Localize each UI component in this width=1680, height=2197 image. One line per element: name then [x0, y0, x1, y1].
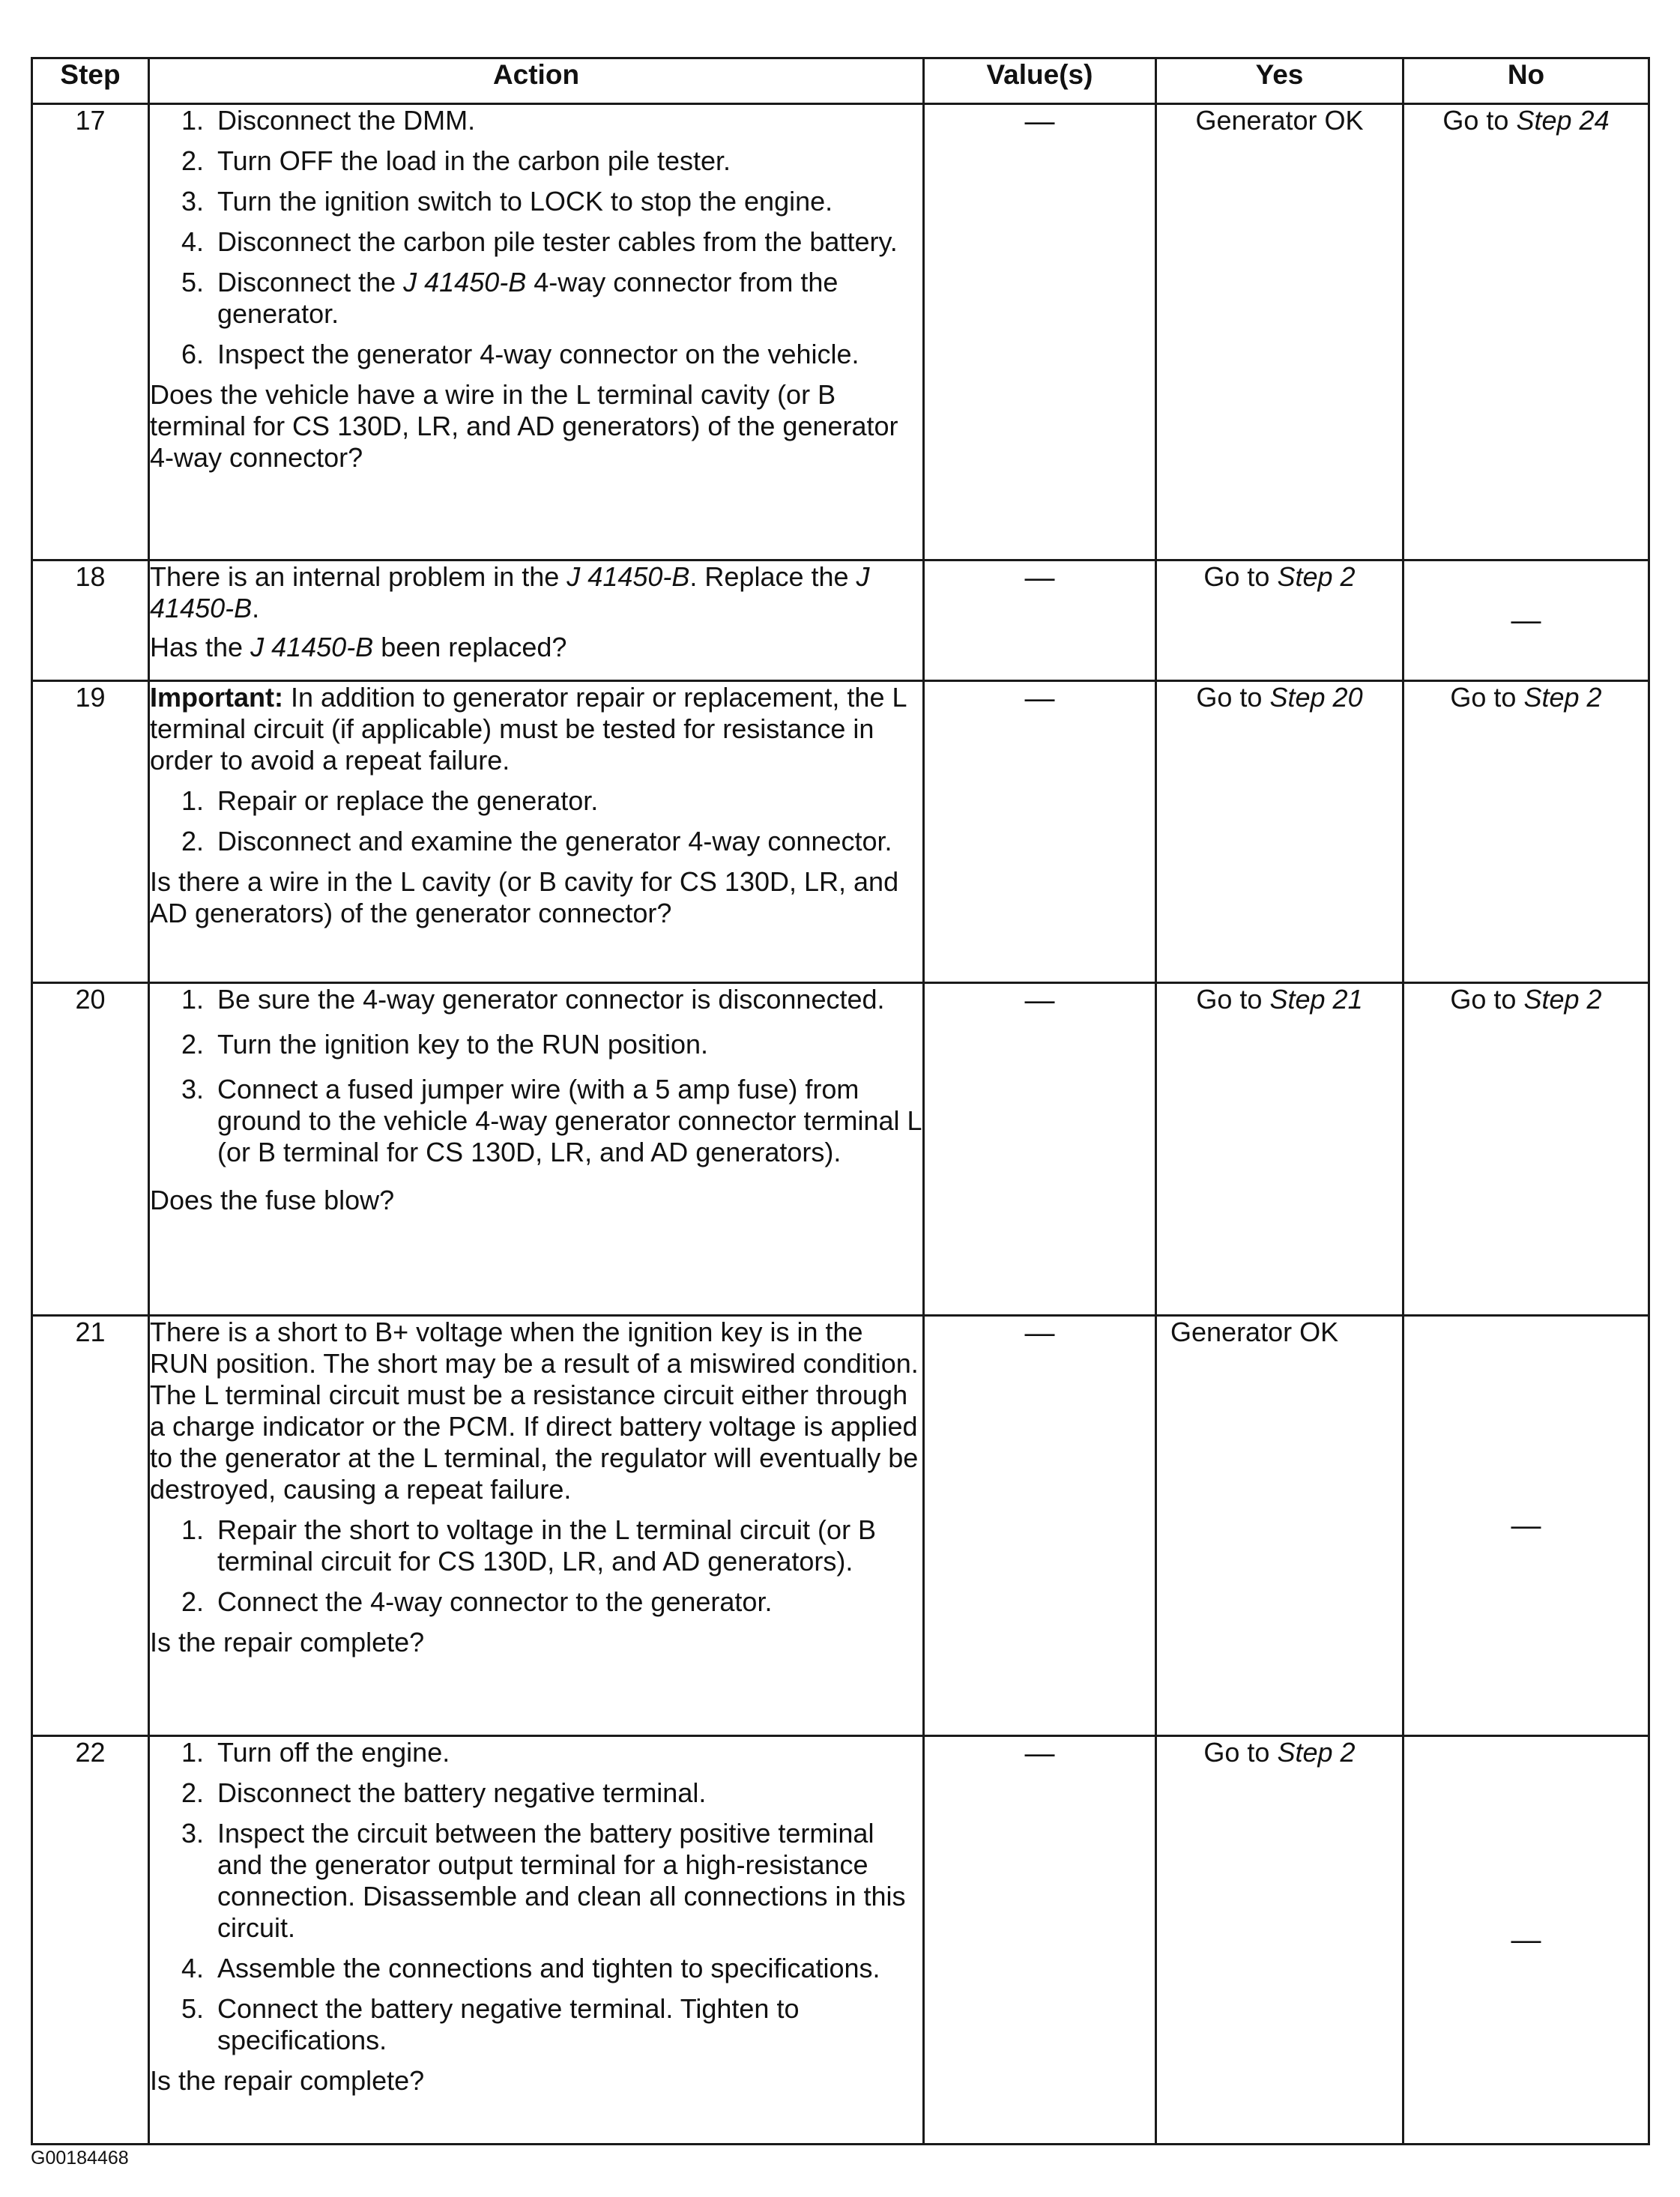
- action-list: [150, 1514, 922, 1618]
- action-list: [150, 1737, 922, 2056]
- no-cell: [1403, 681, 1649, 983]
- list-item: 4. Disconnect the carbon pile tester cables from the battery.: [211, 226, 922, 258]
- important-note: [150, 682, 922, 776]
- question: Is there a wire in the L cavity (or B cavity for CS 130D, LR, and AD generators) of the generator connector?: [150, 866, 899, 928]
- text: Has the: [150, 632, 251, 662]
- list-item: 5. Connect the battery negative terminal. Tighten to specifications.: [211, 1993, 922, 2056]
- go-to-text: Go to: [1196, 682, 1263, 713]
- action-cell: [149, 1736, 924, 2145]
- list-item: [211, 267, 922, 330]
- step-link[interactable]: Step 21: [1269, 984, 1363, 1015]
- figure-id: G00184468: [31, 2148, 129, 2169]
- table-row-step-18: [32, 560, 1649, 681]
- item-text: Disconnect the: [217, 267, 404, 297]
- yes-cell: [1156, 983, 1403, 1316]
- step-number: 19: [32, 681, 149, 983]
- table-row-step-20: [32, 983, 1649, 1316]
- list-item: 2. Turn the ignition key to the RUN position.: [211, 1029, 922, 1060]
- action-list: [150, 785, 922, 857]
- question: Is the repair complete?: [150, 2065, 425, 2096]
- question: Is the repair complete?: [150, 1627, 425, 1657]
- list-item: 1. Repair or replace the generator.: [211, 785, 922, 817]
- header-yes: Yes: [1156, 58, 1403, 104]
- diagnostic-table: [31, 57, 1650, 2145]
- step-number: 17: [32, 104, 149, 560]
- action-cell: [149, 681, 924, 983]
- list-item: 1. Disconnect the DMM.: [211, 105, 922, 136]
- important-label: Important:: [150, 682, 283, 713]
- text: There is an internal problem in the: [150, 561, 567, 592]
- list-item: 1. Repair the short to voltage in the L terminal circuit (or B terminal circuit for CS 130D, LR, and AD generators).: [211, 1514, 922, 1577]
- step-link[interactable]: Step 2: [1523, 682, 1602, 713]
- no-cell: —: [1403, 1736, 1649, 2145]
- no-cell: [1403, 983, 1649, 1316]
- go-to-text: Go to: [1203, 1737, 1270, 1768]
- step-number: 22: [32, 1736, 149, 2145]
- item-text: 4-way connector from the generator.: [217, 267, 839, 329]
- action-list: [150, 105, 922, 370]
- header-values: Value(s): [924, 58, 1156, 104]
- table-row-step-22: [32, 1736, 1649, 2145]
- list-item: 1. Be sure the 4-way generator connector is disconnected.: [211, 984, 922, 1015]
- go-to-text: Go to: [1450, 984, 1517, 1015]
- yes-cell: Generator OK: [1156, 104, 1403, 560]
- important-text: In addition to generator repair or replacement, the L terminal circuit (if applicable) must be tested for resistance in order to avoid a repeat failure.: [150, 682, 907, 776]
- list-item: 2. Connect the 4-way connector to the generator.: [211, 1586, 922, 1618]
- go-to-text: Go to: [1442, 105, 1509, 136]
- header-action: Action: [149, 58, 924, 104]
- question: [150, 632, 922, 663]
- go-to-text: Go to: [1196, 984, 1263, 1015]
- list-item: 1. Turn off the engine.: [211, 1737, 922, 1768]
- values-cell: —: [924, 983, 1156, 1316]
- values-cell: —: [924, 1316, 1156, 1736]
- step-number: 18: [32, 560, 149, 681]
- yes-cell: [1156, 681, 1403, 983]
- no-cell: —: [1403, 1316, 1649, 1736]
- values-cell: —: [924, 1736, 1156, 2145]
- yes-cell: Generator OK: [1156, 1316, 1403, 1736]
- text: .: [252, 593, 260, 623]
- question: Does the vehicle have a wire in the L terminal cavity (or B terminal for CS 130D, LR, and AD generators) of the generator 4-way connector?: [150, 379, 898, 473]
- step-link[interactable]: Step 20: [1269, 682, 1363, 713]
- action-cell: [149, 560, 924, 681]
- header-no: No: [1403, 58, 1649, 104]
- go-to-text: Go to: [1450, 682, 1517, 713]
- action-text: [150, 561, 922, 624]
- table-row-step-19: [32, 681, 1649, 983]
- tool-number: J 41450-B: [250, 632, 374, 662]
- action-text: There is a short to B+ voltage when the ignition key is in the RUN position. The short may be a result of a miswired condition. The L terminal circuit must be a resistance circuit either through a charge indicator or the PCM. If direct battery voltage is applied to the generator at the L terminal, the regulator will eventually be destroyed, causing a repeat failure.: [150, 1317, 919, 1505]
- tool-number: J 41450-B: [566, 561, 690, 592]
- text: been replaced?: [373, 632, 567, 662]
- step-number: 20: [32, 983, 149, 1316]
- values-cell: —: [924, 560, 1156, 681]
- list-item: 2. Disconnect and examine the generator 4-way connector.: [211, 826, 922, 857]
- action-cell: [149, 983, 924, 1316]
- step-link[interactable]: Step 2: [1523, 984, 1602, 1015]
- yes-cell: [1156, 560, 1403, 681]
- list-item: 3. Turn the ignition switch to LOCK to stop the engine.: [211, 186, 922, 217]
- list-item: 6. Inspect the generator 4-way connector on the vehicle.: [211, 339, 922, 370]
- action-cell: [149, 1316, 924, 1736]
- values-cell: —: [924, 104, 1156, 560]
- step-number: 21: [32, 1316, 149, 1736]
- tool-number: J 41450-B: [150, 561, 870, 623]
- table-row-step-21: [32, 1316, 1649, 1736]
- yes-cell: [1156, 1736, 1403, 2145]
- step-link[interactable]: Step 24: [1516, 105, 1610, 136]
- step-link[interactable]: Step 2: [1277, 561, 1356, 592]
- action-cell: [149, 104, 924, 560]
- table-row-step-17: [32, 104, 1649, 560]
- step-link[interactable]: Step 2: [1277, 1737, 1356, 1768]
- values-cell: —: [924, 681, 1156, 983]
- question: Does the fuse blow?: [150, 1185, 395, 1215]
- text: . Replace the: [689, 561, 856, 592]
- tool-number: J 41450-B: [403, 267, 527, 297]
- list-item: 3. Inspect the circuit between the battery positive terminal and the generator output terminal for a high-resistance connection. Disassemble and clean all connections in this circuit.: [211, 1818, 922, 1944]
- action-list: [150, 984, 922, 1168]
- no-cell: —: [1403, 560, 1649, 681]
- go-to-text: Go to: [1203, 561, 1270, 592]
- list-item: 2. Turn OFF the load in the carbon pile tester.: [211, 145, 922, 177]
- header-step: Step: [32, 58, 149, 104]
- list-item: 3. Connect a fused jumper wire (with a 5 amp fuse) from ground to the vehicle 4-way generator connector terminal L (or B terminal for CS 130D, LR, and AD generators).: [211, 1074, 922, 1168]
- list-item: 4. Assemble the connections and tighten to specifications.: [211, 1953, 922, 1984]
- no-cell: [1403, 104, 1649, 560]
- header-row: [32, 58, 1649, 104]
- list-item: 2. Disconnect the battery negative terminal.: [211, 1777, 922, 1809]
